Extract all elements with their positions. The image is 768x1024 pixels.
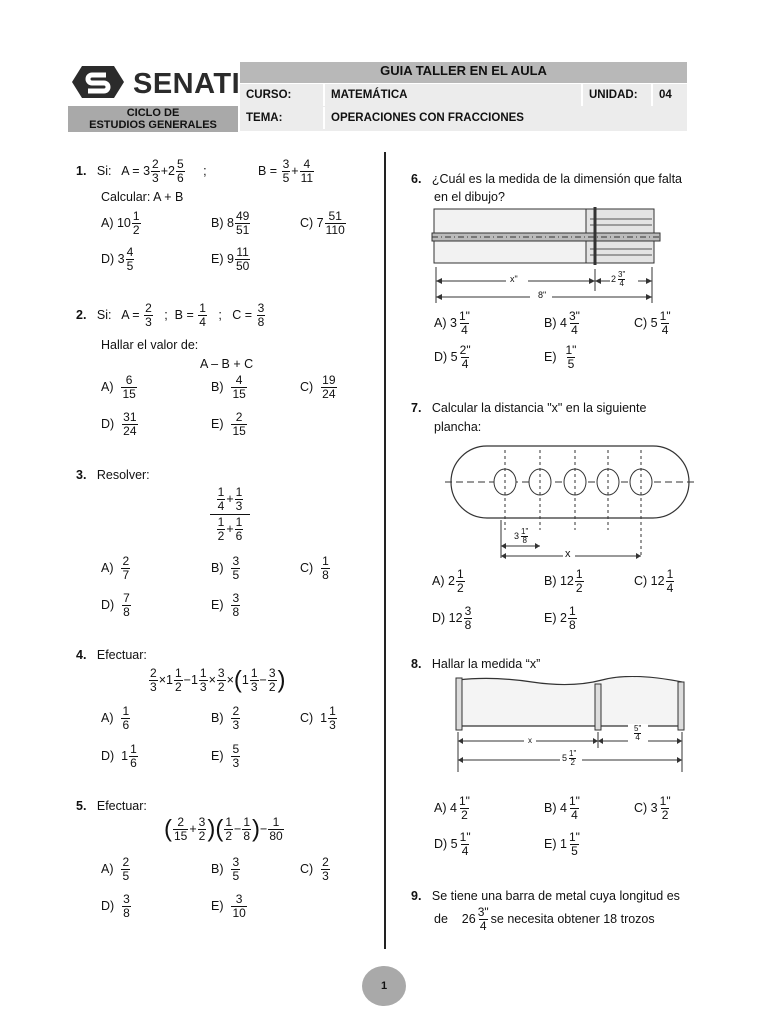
ciclo-badge <box>68 106 238 132</box>
option-letter: C) <box>634 800 648 815</box>
fraction: $\frac{1}{8}$ <box>243 815 251 843</box>
fraction: $\frac{1}{8}$ <box>322 554 329 582</box>
q6-option-d[interactable]: D) 5 $\frac{2"}{4}$ <box>434 343 471 371</box>
q3-text: Resolver: <box>96 468 150 482</box>
q2-c-label: C = <box>232 307 253 322</box>
option-letter: C) <box>300 861 314 876</box>
page-number: 1 <box>362 966 406 1006</box>
fraction: $\frac{3}{2}$ <box>268 666 276 694</box>
q8-total-label: 5 $\frac{1"}{2}$ <box>562 749 577 767</box>
unidad-value: 04 <box>659 89 672 101</box>
fraction: $\frac{5}{3}$ <box>232 742 240 770</box>
q2-si: Si: <box>96 307 112 322</box>
option-letter: B) <box>211 379 224 394</box>
option-letter: A) <box>101 215 114 230</box>
fraction: $\frac{1"}{4}$ <box>659 309 671 337</box>
q4-option-e[interactable] <box>211 743 241 770</box>
fraction: $\frac{2}{15}$ <box>232 410 246 438</box>
q3-statement <box>76 466 150 484</box>
fraction: $\frac{1}{4}$ <box>666 567 674 595</box>
q8-option-d[interactable]: D) 5 $\frac{1"}{4}$ <box>434 830 471 858</box>
fraction: $\frac{4}{11}$ <box>300 157 314 185</box>
option-letter: C) <box>300 560 314 575</box>
q5-option-b[interactable] <box>211 856 241 883</box>
q2-a-label: A = <box>121 307 140 322</box>
fraction: $\frac{3}{10}$ <box>232 892 246 920</box>
q1-semicolon: ; <box>203 163 207 178</box>
fraction: $\frac{1}{4}$ <box>217 485 225 513</box>
q2-semicolon: ; <box>164 307 168 322</box>
q8-option-e[interactable]: E) 1 $\frac{1"}{5}$ <box>544 830 580 858</box>
q2-option-a[interactable] <box>101 374 138 401</box>
fraction: $\frac{1}{6}$ <box>130 742 137 770</box>
option-letter: A) <box>434 800 447 815</box>
curso-row <box>240 84 687 108</box>
fraction: $\frac{3"}{4}$ <box>618 270 626 288</box>
q5-number: 5. <box>76 799 87 813</box>
q1-calcular: Calcular: A + B <box>101 190 184 204</box>
q8-text: Hallar la medida “x” <box>431 657 541 671</box>
column-divider <box>384 152 386 949</box>
guia-title: GUIA TALLER EN EL AULA <box>240 62 687 83</box>
fraction: $\frac{3"}{4}$ <box>568 309 580 337</box>
q1-a-label: A = <box>121 163 144 178</box>
ciclo-line-1: CICLO DE <box>126 107 180 119</box>
fraction: $\frac{1}{2}$ <box>456 567 464 595</box>
q7-number: 7. <box>411 401 422 415</box>
q3-option-c[interactable] <box>300 555 331 582</box>
fraction: $\frac{3}{8}$ <box>464 604 472 632</box>
fraction: $\frac{1"}{2}$ <box>569 749 577 767</box>
fraction: $\frac{3}{2}$ <box>217 666 225 694</box>
q7-statement <box>411 399 646 417</box>
fraction: $\frac{1}{2}$ <box>575 567 583 595</box>
q7-text-1: Calcular la distancia "x" en la siguiente <box>431 401 647 415</box>
fraction: $\frac{1"}{2}$ <box>659 794 671 822</box>
q6-option-e[interactable] <box>544 344 578 371</box>
q2-option-d[interactable] <box>101 411 139 438</box>
q5-option-d[interactable] <box>101 893 132 920</box>
q8-option-c[interactable]: C) 3 $\frac{1"}{2}$ <box>634 794 671 822</box>
fraction: $\frac{5"}{4}$ <box>634 724 642 742</box>
fraction: $\frac{4}{15}$ <box>232 373 246 401</box>
q2-option-b[interactable] <box>211 374 248 401</box>
q7-dim-label: 3 $\frac{1"}{8}$ <box>514 527 529 545</box>
q6-number: 6. <box>411 172 422 186</box>
option-letter: E) <box>211 251 224 266</box>
option-letter: D) <box>101 597 115 612</box>
fraction: $\frac{1"}{5}$ <box>565 343 577 371</box>
q2-hallar: Hallar el valor de: <box>101 338 199 352</box>
fraction: $\frac{1}{6}$ <box>235 515 243 543</box>
q7-option-e[interactable]: E) 2 $\frac{1}{8}$ <box>544 604 576 632</box>
fraction: $\frac{2}{3}$ <box>232 704 240 732</box>
q8-x-label: x <box>528 736 532 745</box>
option-letter: C) <box>300 379 314 394</box>
option-letter: C) <box>300 215 314 230</box>
fraction: $\frac{11}{50}$ <box>235 245 250 273</box>
unidad-label: UNIDAD: <box>583 84 653 106</box>
fraction: $\frac{1"}{2}$ <box>458 794 470 822</box>
q5-option-e[interactable] <box>211 893 248 920</box>
q3-option-e[interactable] <box>211 592 241 619</box>
option-letter: B) <box>544 573 557 588</box>
fraction: $\frac{1}{3}$ <box>329 704 336 732</box>
q9-de: de <box>434 911 448 926</box>
fraction: $\frac{3}{5}$ <box>282 157 290 185</box>
q2-b-label: B = <box>174 307 194 322</box>
q9-text-2: se necesita obtener 18 trozos <box>490 911 655 926</box>
q6-dim-label: 2 $\frac{3"}{4}$ <box>611 270 626 288</box>
option-letter: D) <box>432 610 446 625</box>
option-letter: A) <box>101 379 114 394</box>
option-letter: D) <box>434 836 448 851</box>
q5-text: Efectuar: <box>96 799 147 813</box>
q3-option-a[interactable] <box>101 555 131 582</box>
q2-statement <box>76 302 266 329</box>
q1-si: Si: <box>96 163 112 178</box>
fraction: $\frac{2}{15}$ <box>174 815 188 843</box>
fraction: $\frac{1}{3}$ <box>235 485 243 513</box>
ciclo-line-2: ESTUDIOS GENERALES <box>89 119 217 131</box>
tema-label: TEMA: <box>240 107 325 129</box>
q5-statement <box>76 797 147 815</box>
option-letter: D) <box>101 251 115 266</box>
q6-option-c[interactable]: C) 5 $\frac{1"}{4}$ <box>634 309 671 337</box>
fraction: $\frac{1}{3}$ <box>199 666 207 694</box>
q2-option-e[interactable] <box>211 411 248 438</box>
option-letter: A) <box>101 710 114 725</box>
q5-expression: ( $\frac{2}{15}$ + $\frac{3}{2}$ )( $\frac{1}{2}$ − $\frac{1}{8}$ )− $\frac{1}{80}$ <box>164 815 283 843</box>
q3-complex-fraction: $\frac{1}{4}$ + $\frac{1}{3}$ $\frac{1}{2}$ + $\frac{1}{6}$ <box>210 486 250 543</box>
fraction: $\frac{3}{2}$ <box>198 815 206 843</box>
option-letter: A) <box>434 315 447 330</box>
q9-number: 9. <box>411 889 422 903</box>
fraction: $\frac{4}{5}$ <box>126 245 134 273</box>
q6-option-b[interactable]: B) 4 $\frac{3"}{4}$ <box>544 309 580 337</box>
fraction: $\frac{1}{2}$ <box>225 815 233 843</box>
q4-option-d[interactable]: D) 1 $\frac{1}{6}$ <box>101 742 137 770</box>
q1-number: 1. <box>76 163 87 178</box>
q9-line-2: de 26 $\frac{3"}{4}$ se necesita obtener 18 trozos <box>434 905 655 933</box>
senati-logo-icon <box>68 62 128 102</box>
fraction: $\frac{3}{8}$ <box>123 892 130 920</box>
fraction: $\frac{7}{8}$ <box>123 591 130 619</box>
fraction: $\frac{31}{24}$ <box>123 410 137 438</box>
fraction: $\frac{2}{7}$ <box>122 554 130 582</box>
fraction: $\frac{1"}{5}$ <box>568 830 580 858</box>
q6-text-2: en el dibujo? <box>434 190 505 204</box>
q2-expression: A – B + C <box>200 357 254 371</box>
q6-x-label: x" <box>510 274 518 284</box>
curso-label: CURSO: <box>240 84 325 106</box>
option-letter: D) <box>434 349 448 364</box>
q1-statement: 1. Si: A = 3 $\frac{2}{3}$ +2 $\frac{5}{6}$ ; <box>76 157 207 185</box>
q3-option-b[interactable] <box>211 555 241 582</box>
q7-x-label: x <box>565 548 571 560</box>
q4-option-b[interactable] <box>211 705 241 732</box>
option-letter: E) <box>544 610 557 625</box>
q8-option-a[interactable]: A) 4 $\frac{1"}{2}$ <box>434 794 470 822</box>
option-letter: D) <box>101 416 115 431</box>
q9-text-1: Se tiene una barra de metal cuya longitud es <box>431 889 680 903</box>
q8-option-b[interactable]: B) 4 $\frac{1"}{4}$ <box>544 794 580 822</box>
option-letter: B) <box>211 861 224 876</box>
brand-name: SENATI <box>133 68 241 100</box>
fraction: $\frac{1}{4}$ <box>199 301 206 329</box>
fraction: $\frac{2}{3}$ <box>322 855 329 883</box>
option-letter: B) <box>211 710 224 725</box>
fraction: $\frac{6}{15}$ <box>122 373 136 401</box>
fraction: $\frac{19}{24}$ <box>322 373 336 401</box>
q8-dim-label <box>632 725 643 742</box>
fraction: $\frac{3}{5}$ <box>232 554 240 582</box>
q5-option-c[interactable] <box>300 856 331 883</box>
q6-text-1: ¿Cuál es la medida de la dimensión que falta <box>431 172 683 186</box>
fraction: $\frac{2"}{4}$ <box>459 343 471 371</box>
q4-text: Efectuar: <box>96 648 147 662</box>
q4-number: 4. <box>76 648 87 662</box>
option-letter: A) <box>432 573 445 588</box>
fraction: $\frac{2}{3}$ <box>152 157 159 185</box>
q1-option-e[interactable]: E) 9 $\frac{11}{50}$ <box>211 245 250 273</box>
option-letter: B) <box>211 560 224 575</box>
q6-total-label: 8" <box>538 290 547 300</box>
fraction: $\frac{1}{80}$ <box>269 815 283 843</box>
option-letter: E) <box>211 748 224 763</box>
option-letter: E) <box>544 349 557 364</box>
q8-statement <box>411 655 540 673</box>
q4-option-c[interactable]: C) 1 $\frac{1}{3}$ <box>300 704 336 732</box>
option-letter: A) <box>101 560 114 575</box>
q4-option-a[interactable] <box>101 705 131 732</box>
fraction: $\frac{2}{3}$ <box>150 666 157 694</box>
q7-option-d[interactable]: D) 12 $\frac{3}{8}$ <box>432 604 472 632</box>
fraction: $\frac{3}{8}$ <box>257 301 265 329</box>
fraction: $\frac{51}{110}$ <box>325 209 345 237</box>
fraction: $\frac{3"}{4}$ <box>477 905 489 933</box>
q9-statement <box>411 887 680 905</box>
q1-option-d[interactable]: D) 3 $\frac{4}{5}$ <box>101 245 134 273</box>
option-letter: D) <box>101 748 115 763</box>
fraction: $\frac{1}{2}$ <box>174 666 182 694</box>
q7-option-c[interactable]: C) 12 $\frac{1}{4}$ <box>634 567 674 595</box>
q7-option-a[interactable]: A) 2 $\frac{1}{2}$ <box>432 567 464 595</box>
q8-number: 8. <box>411 657 422 671</box>
fraction: $\frac{2}{3}$ <box>145 301 152 329</box>
fraction: $\frac{1}{2}$ <box>217 515 225 543</box>
q1-option-b[interactable]: B) 8 $\frac{49}{51}$ <box>211 209 250 237</box>
option-letter: D) <box>101 898 115 913</box>
q1-option-a[interactable]: A) 10 $\frac{1}{2}$ <box>101 209 140 237</box>
tema-row <box>240 107 687 131</box>
fraction: $\frac{49}{51}$ <box>235 209 250 237</box>
fraction: $\frac{1}{3}$ <box>250 666 258 694</box>
q7-option-b[interactable]: B) 12 $\frac{1}{2}$ <box>544 567 583 595</box>
q6-statement <box>411 170 682 188</box>
q5-option-a[interactable] <box>101 856 131 883</box>
option-letter: B) <box>211 215 224 230</box>
fraction: $\frac{5}{6}$ <box>177 157 184 185</box>
fraction: $\frac{1"}{8}$ <box>521 527 529 545</box>
q7-text-2: plancha: <box>434 420 482 434</box>
q1-option-c[interactable]: C) 7 $\frac{51}{110}$ <box>300 209 345 237</box>
q3-option-d[interactable] <box>101 592 132 619</box>
option-letter: C) <box>634 315 648 330</box>
q2-semicolon: ; <box>218 307 222 322</box>
option-letter: E) <box>544 836 557 851</box>
fraction: $\frac{2}{5}$ <box>122 855 130 883</box>
option-letter: C) <box>634 573 648 588</box>
fraction: $\frac{1"}{4}$ <box>458 309 470 337</box>
option-letter: C) <box>300 710 314 725</box>
q1-b-expr: B = $\frac{3}{5}$ + $\frac{4}{11}$ <box>258 157 314 185</box>
q4-expression: $\frac{2}{3}$ ×1 $\frac{1}{2}$ −1 $\frac{1}{3}$ × $\frac{3}{2}$ ×(1 $\frac{1}{3}$ − $\frac{3}{2}$ ) <box>150 666 286 694</box>
fraction: $\frac{1"}{4}$ <box>568 794 580 822</box>
curso-value: MATEMÁTICA <box>325 84 583 106</box>
q7-plate-diagram <box>445 440 695 565</box>
tema-value: OPERACIONES CON FRACCIONES <box>331 112 524 124</box>
option-letter: B) <box>544 800 557 815</box>
fraction: $\frac{3}{5}$ <box>232 855 240 883</box>
fraction: $\frac{1}{6}$ <box>122 704 130 732</box>
option-letter: E) <box>211 597 224 612</box>
option-letter: E) <box>211 898 224 913</box>
q2-number: 2. <box>76 307 87 322</box>
option-letter: B) <box>544 315 557 330</box>
option-letter: E) <box>211 416 224 431</box>
fraction: $\frac{3}{8}$ <box>232 591 240 619</box>
q3-number: 3. <box>76 468 87 482</box>
fraction: $\frac{1}{8}$ <box>568 604 576 632</box>
fraction: $\frac{1"}{4}$ <box>459 830 471 858</box>
option-letter: A) <box>101 861 114 876</box>
fraction: $\frac{1}{2}$ <box>132 209 140 237</box>
q4-statement <box>76 646 147 664</box>
q6-option-a[interactable]: A) 3 $\frac{1"}{4}$ <box>434 309 470 337</box>
q1-b-label: B = <box>258 163 281 178</box>
q2-option-c[interactable] <box>300 374 338 401</box>
